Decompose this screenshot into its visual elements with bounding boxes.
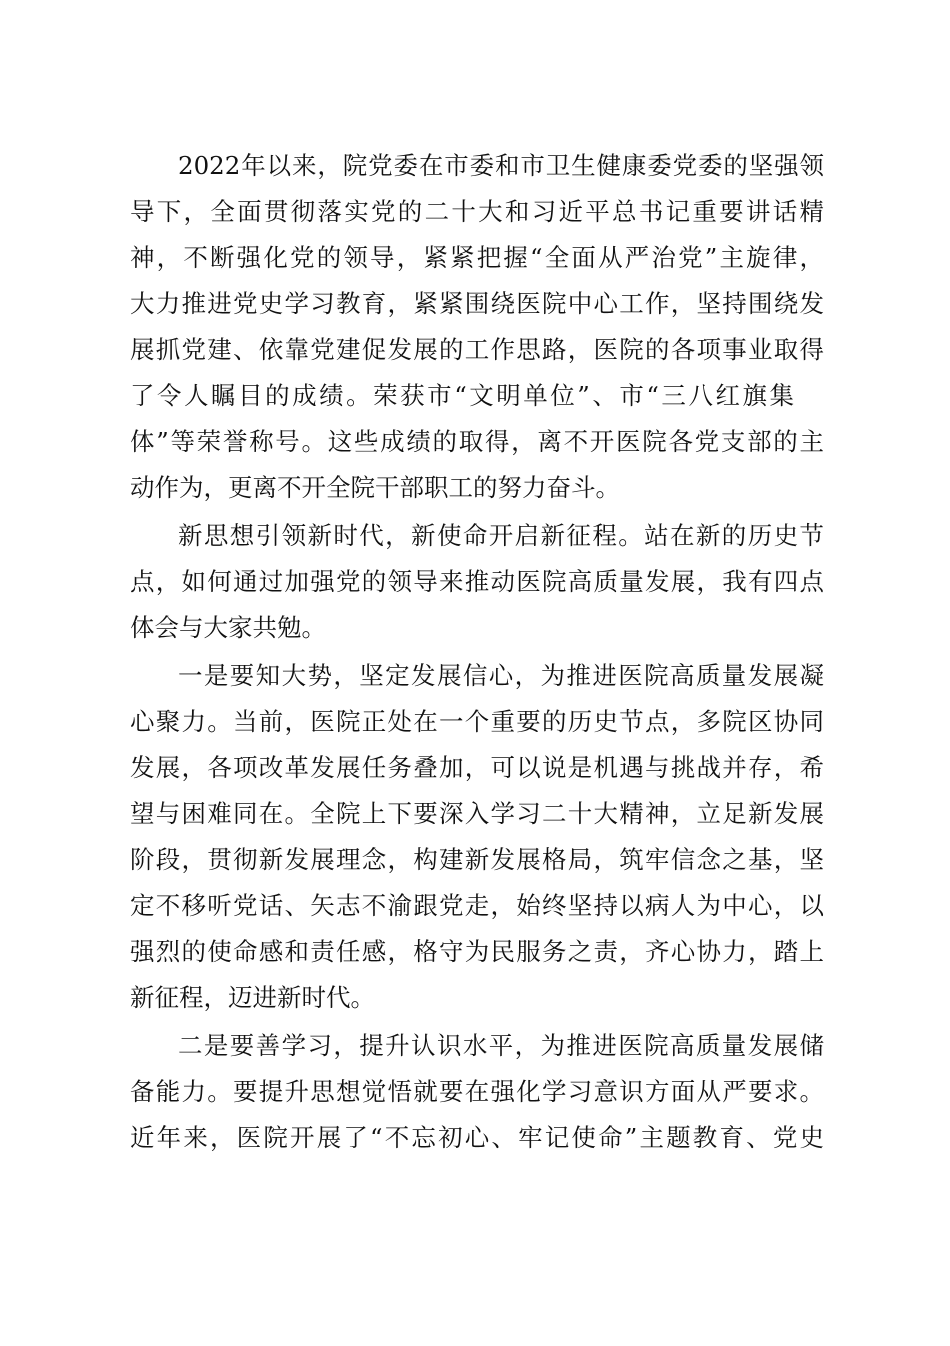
paragraph-4-line-2: 备能力。要提升思想觉悟就要在强化学习意识方面从严要求。: [130, 1077, 824, 1106]
paragraph-3-line-7: 强烈的使命感和责任感，格守为民服务之责，齐心协力，踏上: [130, 937, 824, 966]
paragraph-2-line-3: 体会与大家共勉。: [130, 613, 326, 642]
paragraph-4-line-3: 近年来，医院开展了“不忘初心、牢记使命”主题教育、党史: [130, 1123, 824, 1152]
paragraph-3-line-5: 阶段，贯彻新发展理念，构建新发展格局，筑牢信念之基，坚: [130, 845, 824, 874]
paragraph-1-line-1: 2022年以来，院党委在市委和市卫生健康委党委的坚强领: [178, 151, 824, 180]
paragraph-1-line-2: 导下，全面贯彻落实党的二十大和习近平总书记重要讲话精: [130, 197, 824, 226]
paragraph-3-line-3: 发展，各项改革发展任务叠加，可以说是机遇与挑战并存，希: [130, 753, 824, 782]
paragraph-3-line-4: 望与困难同在。全院上下要深入学习二十大精神，立足新发展: [130, 799, 824, 828]
paragraph-1-line-7: 体”等荣誉称号。这些成绩的取得，离不开医院各党支部的主: [130, 427, 824, 456]
paragraph-4-line-1: 二是要善学习，提升认识水平，为推进医院高质量发展储: [178, 1031, 824, 1060]
paragraph-3-line-8: 新征程，迈进新时代。: [130, 983, 375, 1012]
paragraph-3-line-2: 心聚力。当前，医院正处在一个重要的历史节点，多院区协同: [130, 707, 824, 736]
paragraph-1-line-6: 了令人瞩目的成绩。荣获市“文明单位”、市“三八红旗集: [130, 381, 794, 410]
paragraph-2-line-1: 新思想引领新时代，新使命开启新征程。站在新的历史节: [178, 521, 824, 550]
paragraph-1-line-8: 动作为，更离不开全院干部职工的努力奋斗。: [130, 473, 620, 502]
paragraph-2-line-2: 点，如何通过加强党的领导来推动医院高质量发展，我有四点: [130, 567, 824, 596]
paragraph-3-line-1: 一是要知大势，坚定发展信心，为推进医院高质量发展凝: [178, 661, 824, 690]
paragraph-1-line-3: 神，不断强化党的领导，紧紧把握“全面从严治党”主旋律，: [130, 243, 824, 272]
paragraph-3-line-6: 定不移听党话、矢志不渝跟党走，始终坚持以病人为中心，以: [130, 891, 824, 920]
paragraph-1-line-5: 展抓党建、依靠党建促发展的工作思路，医院的各项事业取得: [130, 335, 824, 364]
paragraph-1-line-4: 大力推进党史学习教育，紧紧围绕医院中心工作，坚持围绕发: [130, 289, 824, 318]
